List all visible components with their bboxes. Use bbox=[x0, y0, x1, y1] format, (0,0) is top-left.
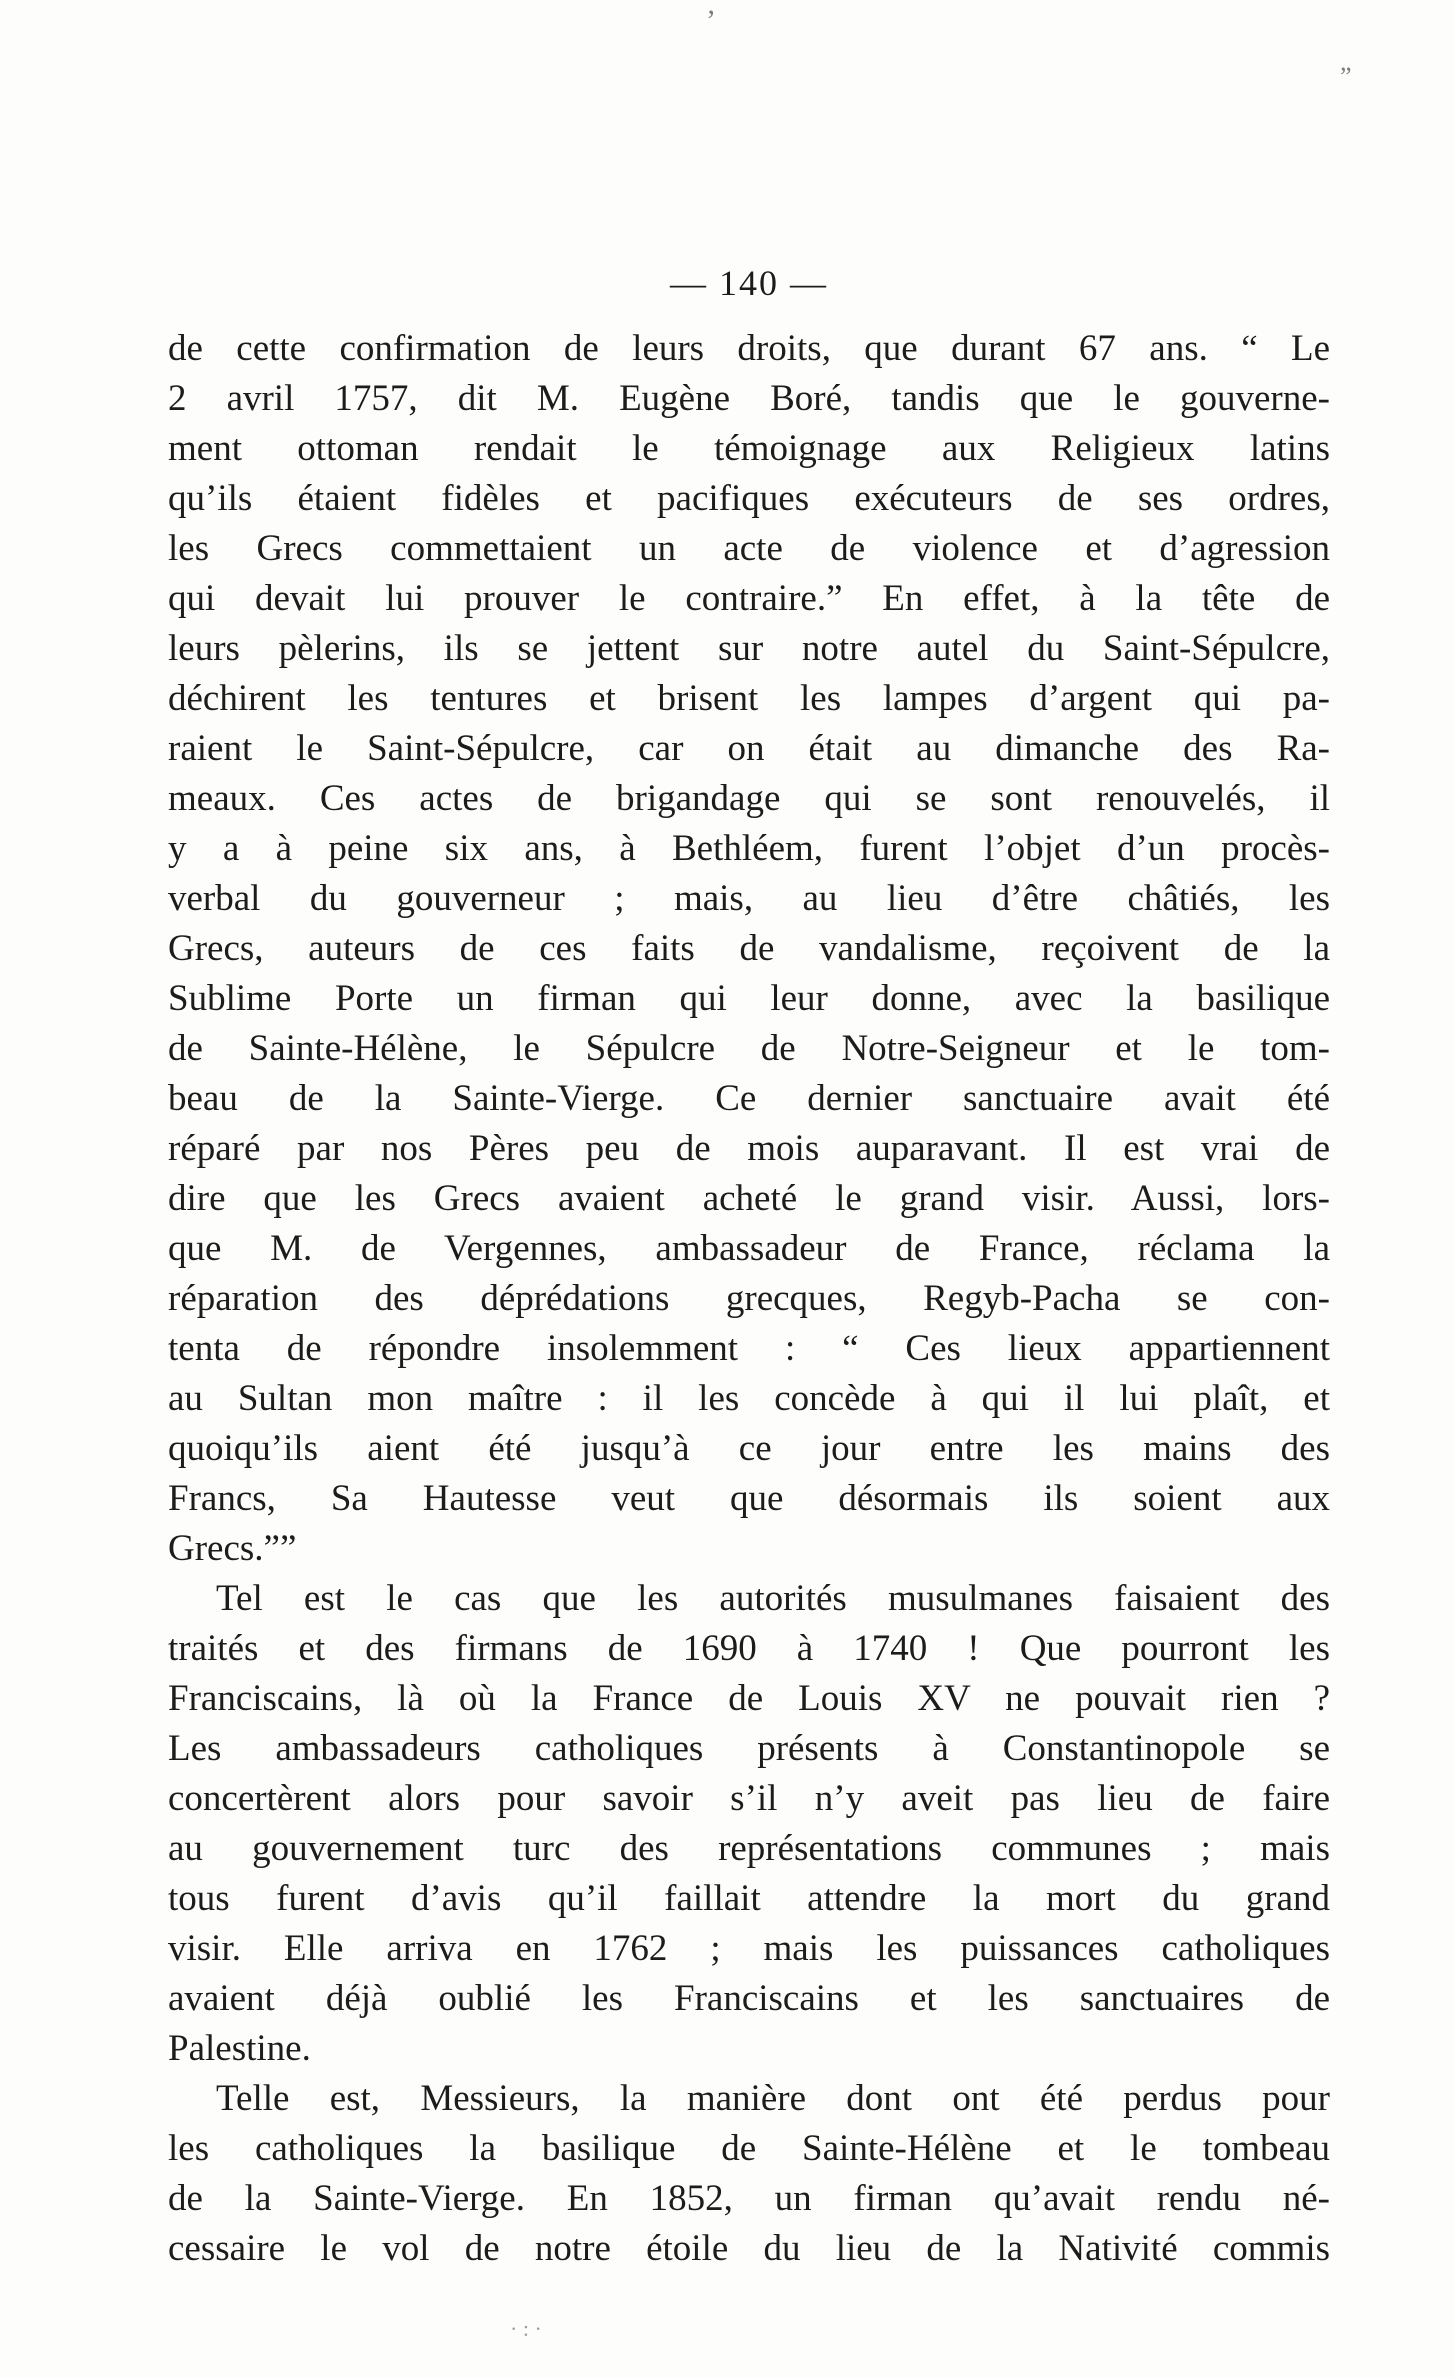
text-line: ment ottoman rendait le témoignage aux Religieux latins bbox=[168, 428, 1330, 469]
text-line: Grecs.”” bbox=[168, 1528, 297, 1569]
text-line: Sublime Porte un firman qui leur donne, avec la basilique bbox=[168, 978, 1330, 1019]
text-line: tenta de répondre insolemment : “ Ces lieux appartiennent bbox=[168, 1328, 1330, 1369]
text-line: Francs, Sa Hautesse veut que désormais ils soient aux bbox=[168, 1478, 1330, 1519]
text-line: meaux. Ces actes de brigandage qui se sont renouvelés, il bbox=[168, 778, 1330, 819]
text-line: beau de la Sainte-Vierge. Ce dernier sanctuaire avait été bbox=[168, 1078, 1330, 1119]
paragraph bbox=[168, 2074, 1330, 2274]
text-line: qui devait lui prouver le contraire.” En effet, à la tête de bbox=[168, 578, 1330, 619]
page-body bbox=[168, 324, 1330, 2274]
paragraph bbox=[168, 324, 1330, 1574]
text-line: Palestine. bbox=[168, 2028, 311, 2069]
text-line: au gouvernement turc des représentations communes ; mais bbox=[168, 1828, 1330, 1869]
text-line: les Grecs commettaient un acte de violence et d’agression bbox=[168, 528, 1330, 569]
text-line: concertèrent alors pour savoir s’il n’y aveit pas lieu de faire bbox=[168, 1778, 1330, 1819]
text-line: au Sultan mon maître : il les concède à qui il lui plaît, et bbox=[168, 1378, 1330, 1419]
text-line: quoiqu’ils aient été jusqu’à ce jour entre les mains des bbox=[168, 1428, 1330, 1469]
text-line: tous furent d’avis qu’il faillait attendre la mort du grand bbox=[168, 1878, 1330, 1919]
text-line: y a à peine six ans, à Bethléem, furent l’objet d’un procès- bbox=[168, 828, 1330, 869]
text-line: qu’ils étaient fidèles et pacifiques exécuteurs de ses ordres, bbox=[168, 478, 1330, 519]
text-line: 2 avril 1757, dit M. Eugène Boré, tandis que le gouverne- bbox=[168, 378, 1330, 419]
text-line: cessaire le vol de notre étoile du lieu de la Nativité commis bbox=[168, 2228, 1330, 2269]
text-line: réparé par nos Pères peu de mois auparavant. Il est vrai de bbox=[168, 1128, 1330, 1169]
text-line: de la Sainte-Vierge. En 1852, un firman qu’avait rendu né- bbox=[168, 2178, 1330, 2219]
text-line: verbal du gouverneur ; mais, au lieu d’être châtiés, les bbox=[168, 878, 1330, 919]
text-line: de Sainte-Hélène, le Sépulcre de Notre-Seigneur et le tom- bbox=[168, 1028, 1330, 1069]
text-line: les catholiques la basilique de Sainte-Hélène et le tombeau bbox=[168, 2128, 1330, 2169]
scan-artifact: ’ bbox=[706, 4, 716, 37]
text-line: Grecs, auteurs de ces faits de vandalisme, reçoivent de la bbox=[168, 928, 1330, 969]
text-line: raient le Saint-Sépulcre, car on était au dimanche des Ra- bbox=[168, 728, 1330, 769]
text-line: visir. Elle arriva en 1762 ; mais les puissances catholiques bbox=[168, 1928, 1330, 1969]
text-line: Les ambassadeurs catholiques présents à Constantinopole se bbox=[168, 1728, 1330, 1769]
text-line: dire que les Grecs avaient acheté le grand visir. Aussi, lors- bbox=[168, 1178, 1330, 1219]
text-line: avaient déjà oublié les Franciscains et les sanctuaires de bbox=[168, 1978, 1330, 2019]
text-line: déchirent les tentures et brisent les lampes d’argent qui pa- bbox=[168, 678, 1330, 719]
text-line: réparation des déprédations grecques, Regyb-Pacha se con- bbox=[168, 1278, 1330, 1319]
text-line: Franciscains, là où la France de Louis XV ne pouvait rien ? bbox=[168, 1678, 1330, 1719]
text-block bbox=[168, 258, 1330, 2274]
page-number: — 140 — bbox=[670, 263, 828, 303]
scan-artifact: ” bbox=[1340, 62, 1352, 91]
text-line: Telle est, Messieurs, la manière dont ont été perdus pour bbox=[216, 2078, 1330, 2119]
text-line: de cette confirmation de leurs droits, que durant 67 ans. “ Le bbox=[168, 328, 1330, 369]
scan-artifact: · : · bbox=[510, 2316, 542, 2341]
text-line: que M. de Vergennes, ambassadeur de France, réclama la bbox=[168, 1228, 1330, 1269]
text-line: Tel est le cas que les autorités musulmanes faisaient des bbox=[216, 1578, 1330, 1619]
text-line: leurs pèlerins, ils se jettent sur notre autel du Saint-Sépulcre, bbox=[168, 628, 1330, 669]
paragraph bbox=[168, 1574, 1330, 2074]
text-line: traités et des firmans de 1690 à 1740 ! Que pourront les bbox=[168, 1628, 1330, 1669]
